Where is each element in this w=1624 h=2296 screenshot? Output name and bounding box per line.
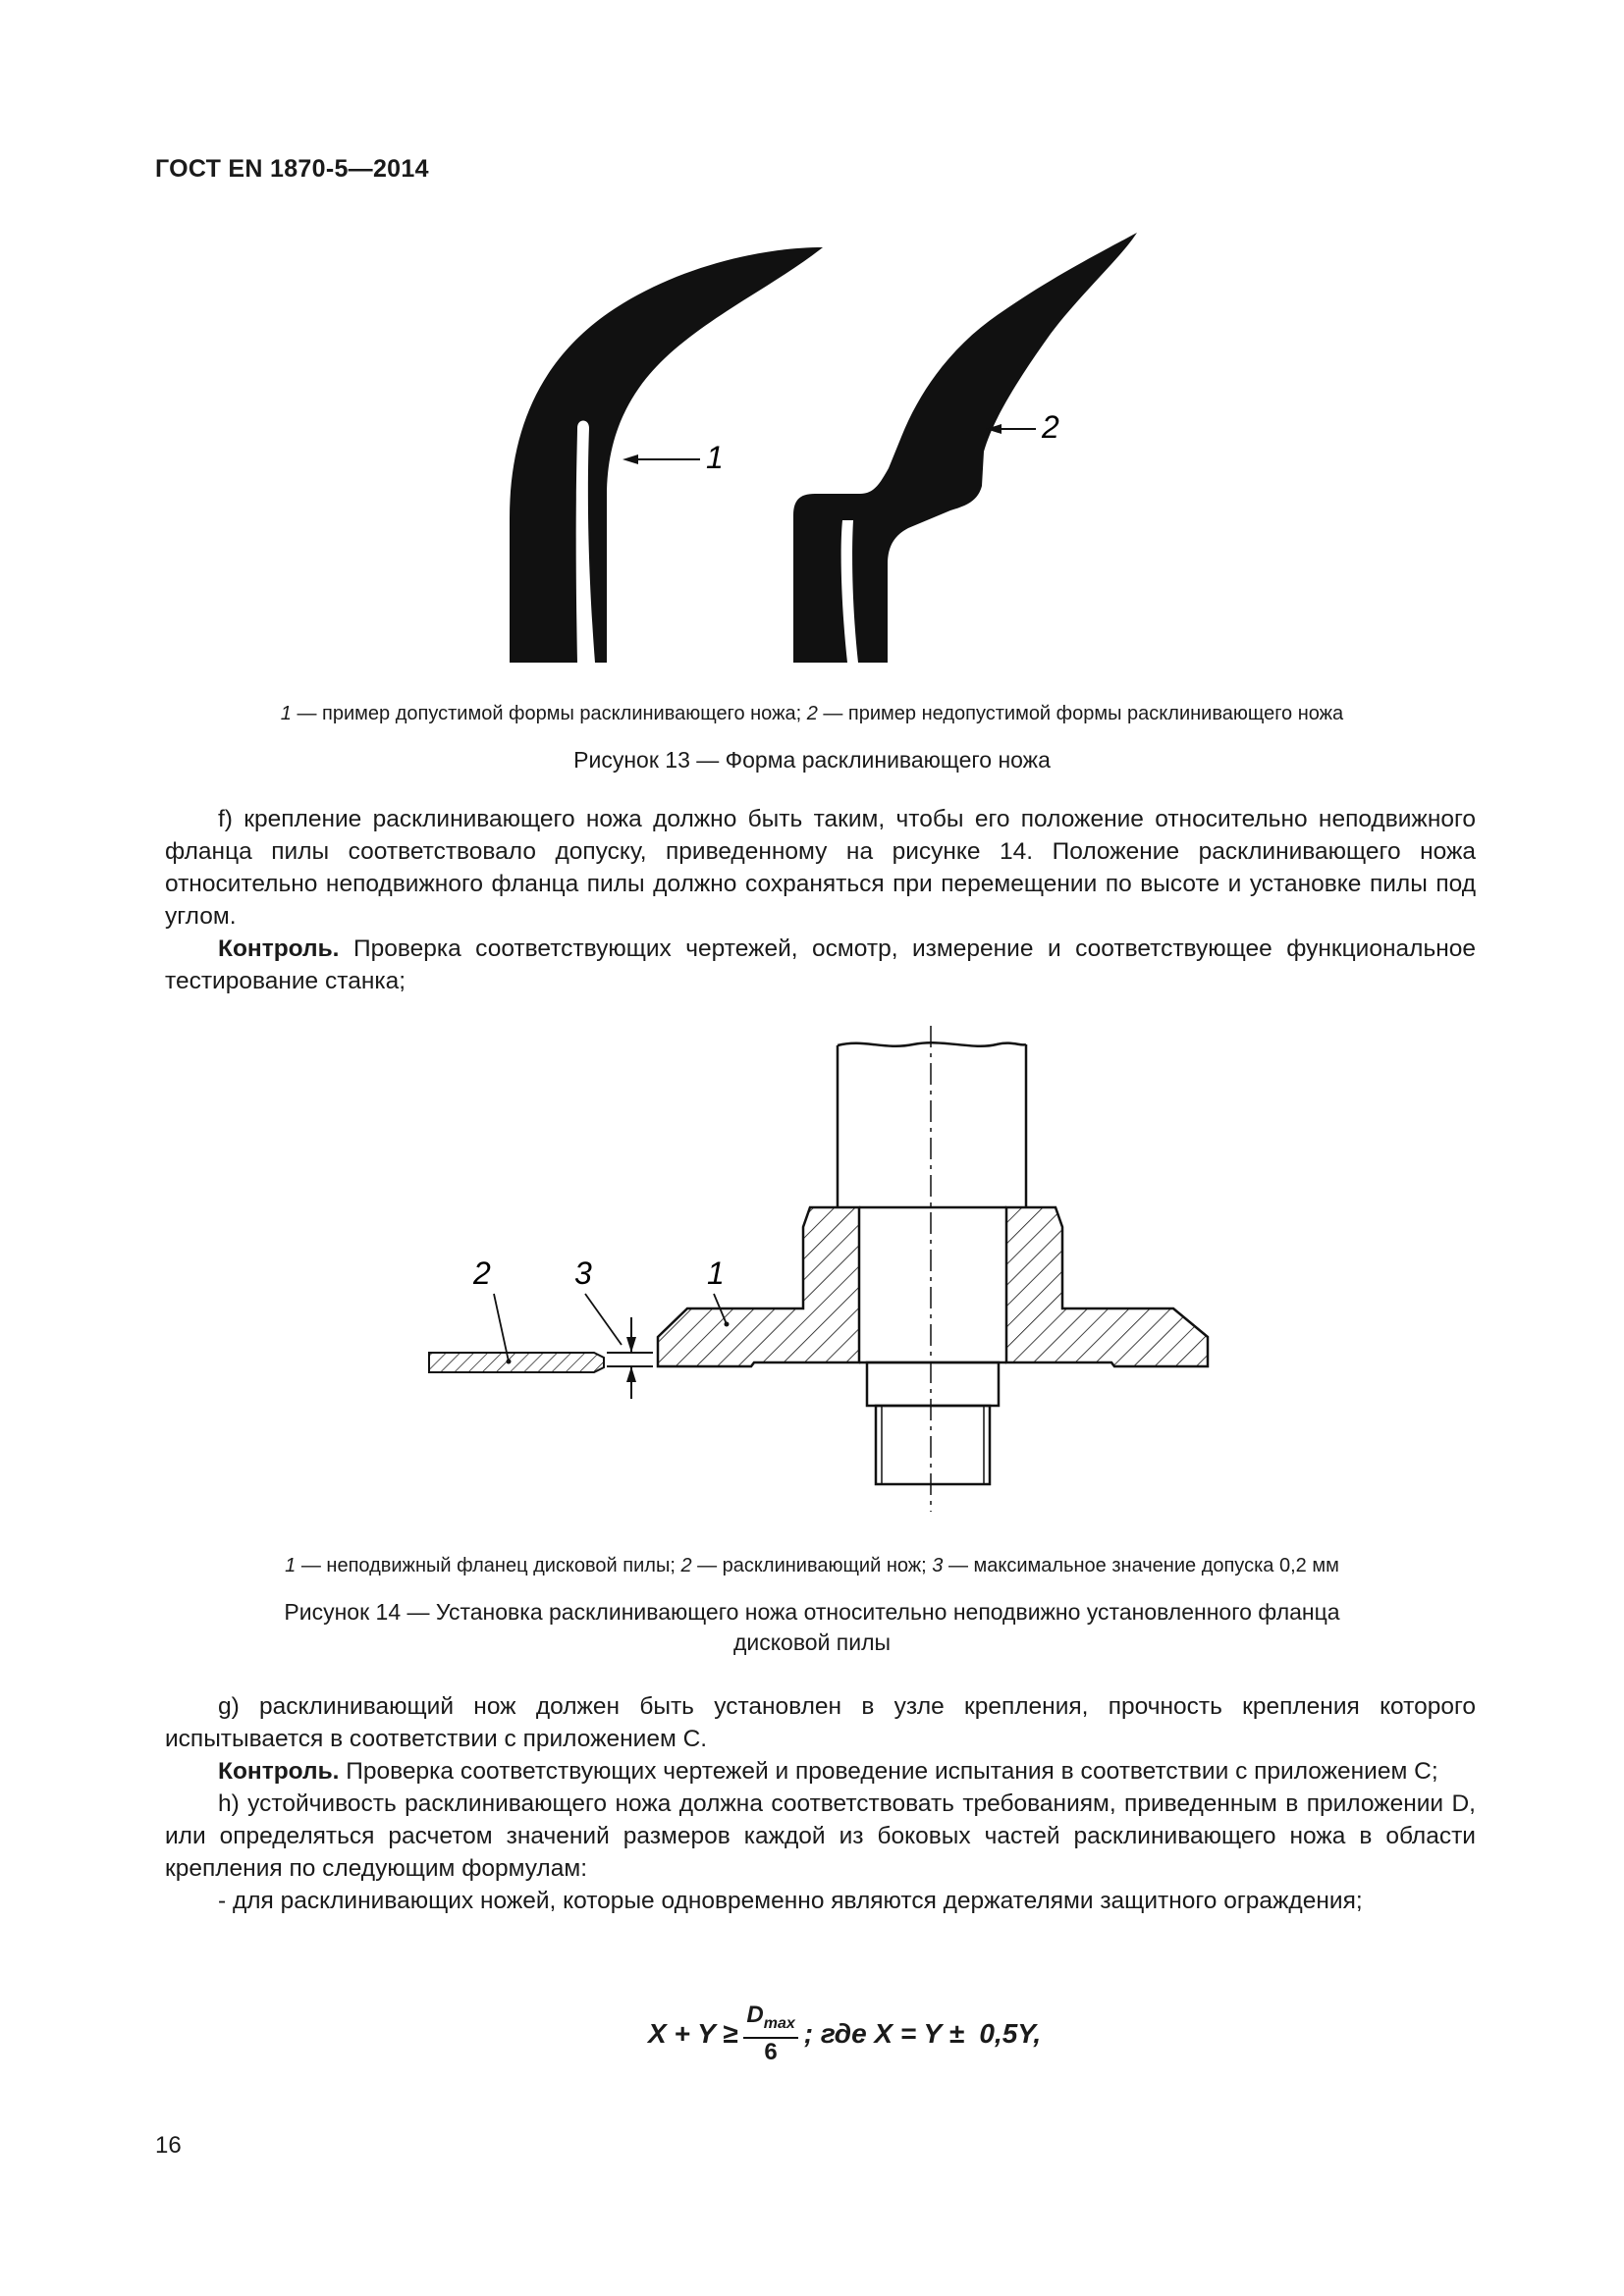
figure14-label-1: 1 [707, 1255, 725, 1291]
tolerance-dimension [607, 1317, 653, 1399]
fixed-flange-left [658, 1207, 859, 1366]
figure-14-drawing [0, 1021, 1624, 1541]
figure13-label-2: 2 [1042, 409, 1059, 445]
fixed-flange-right [1006, 1207, 1208, 1366]
paragraph-g-h: g) расклинивающий нож должен быть установлен в узле крепления, прочность крепления которого испытывается в соответствии с приложением С. Контроль. Проверка соответствующих чертежей и проведение испытания в соответствии с приложением С; h) устойчивость расклинивающего ножа должна соответствовать требованиям, приведенным в приложении D, или определяться расчетом значений размеров каждой из боковых частей расклинивающего ножа в области крепления по следующим формулам: - для расклинивающих ножей, которые одновременно являются держателями защитного ограждения; [165, 1690, 1476, 1917]
formula-fraction: $D_{max}$ 6 [743, 2002, 797, 2066]
threaded-bolt [876, 1406, 990, 1484]
figure-13-drawing [0, 0, 1624, 707]
page-number: 16 [155, 2132, 182, 2159]
formula-rhs: ; где X = Y ± 0,5Y, [803, 2018, 1042, 2050]
paragraph-h: h) устойчивость расклинивающего ножа должна соответствовать требованиям, приведенным в приложении D, или определяться расчетом значений размеров каждой из боковых частей расклинивающего ножа в области крепления по следующим формулам: [165, 1790, 1476, 1882]
arrow-1 [623, 454, 638, 464]
figure14-caption: Рисунок 14 — Установка расклинивающего ножа относительно неподвижно установленного фланца дисковой пилы [284, 1599, 1340, 1655]
formula [648, 2002, 1041, 2066]
figure14-legend: 1 — неподвижный фланец дисковой пилы; 2 — расклинивающий нож; 3 — максимальное значение допуска 0,2 мм [285, 1555, 1339, 1576]
flange-bore [859, 1207, 1006, 1406]
paragraph-f: f) крепление расклинивающего ножа должно быть таким, чтобы его положение относительно неподвижного фланца пилы соответствовало допуску, приведенному на рисунке 14. Положение расклинивающего ножа относительно неподвижного фланца пилы должно сохраняться при перемещении по высоте и установке пилы под углом. Контроль. Проверка соответствующих чертежей, осмотр, измерение и соответствующее функциональное тестирование станка; [165, 806, 1476, 994]
formula-lhs: X + Y ≥ [648, 2018, 738, 2050]
document-code: ГОСТ EN 1870-5—2014 [155, 155, 429, 183]
figure13-caption: Рисунок 13 — Форма расклинивающего ножа [573, 747, 1051, 773]
figure14-label-2: 2 [473, 1255, 491, 1291]
paragraph-g: g) расклинивающий нож должен быть установлен в узле крепления, прочность крепления которого испытывается в соответствии с приложением С. [165, 1693, 1476, 1752]
saw-shaft [838, 1042, 1026, 1207]
riving-knife-acceptable [510, 247, 823, 663]
riving-knife [429, 1353, 604, 1372]
figure14-label-3: 3 [574, 1255, 592, 1291]
figure13-legend: 1 — пример допустимой формы расклинивающего ножа; 2 — пример недопустимой формы расклинивающего ножа [280, 703, 1344, 724]
figure13-label-1: 1 [706, 440, 724, 475]
paragraph-dash: - для расклинивающих ножей, которые одновременно являются держателями защитного ограждения; [218, 1888, 1363, 1914]
